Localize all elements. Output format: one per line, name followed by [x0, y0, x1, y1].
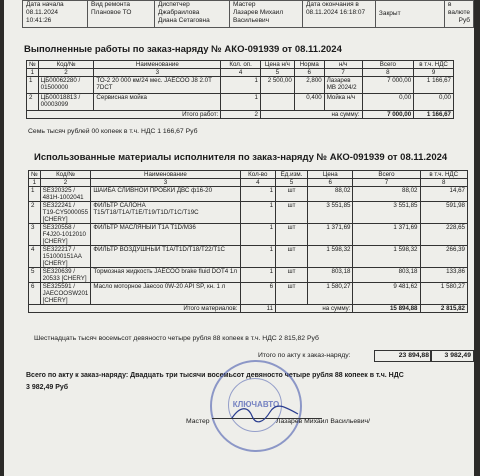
header-currency — [444, 1, 473, 28]
dispatcher-value-1: Джабраилова — [157, 9, 200, 16]
end-date-value: 08.11.2024 16:18:07 — [305, 9, 366, 16]
materials-amount-words: Шестнадцать тысяч восемьсот девяносто четыре рубля 88 копеек в т.ч. НДС 2 815,82 Руб — [34, 335, 319, 342]
cell-name: Сервисная мойка — [94, 94, 221, 111]
works-total-row — [27, 111, 454, 119]
works-title: Выполненные работы по заказ-наряду № АКО-091939 от 08.11.2024 — [24, 44, 342, 55]
cell-total: 3 551,85 — [353, 202, 420, 224]
materials-num: 2 — [40, 179, 91, 187]
works-col-norm: Норма — [294, 61, 324, 69]
works-col-nh: н/ч — [324, 61, 362, 69]
cell-n: 2 — [29, 202, 41, 224]
materials-col-code: Код/№ — [40, 171, 91, 179]
cell-qty: 6 — [240, 283, 276, 305]
table-row — [29, 187, 468, 202]
cell-total: 803,18 — [353, 268, 420, 283]
materials-sum-total: 15 894,88 — [353, 305, 420, 313]
works-total-qty: 2 — [221, 111, 261, 119]
cell-qty: 1 — [240, 187, 276, 202]
works-num: 5 — [260, 69, 294, 77]
table-row — [29, 268, 468, 283]
materials-col-qty: Кол-во — [240, 171, 276, 179]
cell-norm: 0,400 — [294, 94, 324, 111]
materials-number-row — [29, 179, 468, 187]
cell-unit: шт — [276, 283, 308, 305]
materials-num: 5 — [276, 179, 308, 187]
works-total-label: Итого работ: — [27, 111, 221, 119]
cell-name: ШАЙБА СЛИВНОЙ ПРОБКИ ДВС ф16-20 — [91, 187, 240, 202]
grand-amount-words-1: Всего по акту к заказ-наряду: Двадцать три тысячи восемьсот девяносто четыре рубля 88 копеек в т.ч. НДС — [26, 372, 404, 379]
signature-role: Мастер — [186, 418, 210, 425]
materials-table — [28, 170, 468, 313]
cell-unit: шт — [276, 268, 308, 283]
materials-col-total: Всего — [353, 171, 420, 179]
materials-num: 8 — [420, 179, 468, 187]
cell-total: 9 481,62 — [353, 283, 420, 305]
works-num: 6 — [294, 69, 324, 77]
materials-total-row — [29, 305, 468, 313]
materials-num: 7 — [353, 179, 420, 187]
header-repair-type — [87, 1, 154, 28]
currency-value: Руб — [458, 17, 470, 24]
works-col-vat: в т.ч. НДС — [414, 61, 454, 69]
cell-vat: 1 580,27 — [420, 283, 468, 305]
cell-vat: 14,67 — [420, 187, 468, 202]
works-sum-vat: 1 166,67 — [414, 111, 454, 119]
materials-num: 1 — [29, 179, 41, 187]
works-col-total: Всего — [362, 61, 414, 69]
header-master — [229, 1, 302, 28]
cell-code: SE320325 / 481H-1002041 — [40, 187, 91, 202]
works-num: 2 — [38, 69, 94, 77]
cell-price: 1 371,69 — [307, 224, 353, 246]
start-date-label: Дата начала — [26, 1, 64, 8]
table-row — [27, 77, 454, 94]
repair-type-value: Плановое ТО — [90, 9, 132, 16]
cell-name: ФИЛЬТР ВОЗДУШНЫЙ T1A/T1D/T18/T22/T1C — [91, 246, 240, 268]
cell-name: ТО-2 20 000 км/24 мес. JAECOO J8 2.0Т 7DCT — [94, 77, 221, 94]
cell-norm: 2,800 — [294, 77, 324, 94]
status-value: Закрыт — [378, 10, 401, 17]
cell-unit: шт — [276, 246, 308, 268]
cell-name: Тормозная жидкость JAECOO brake fluid DOT4 1л — [91, 268, 240, 283]
header-table — [22, 0, 474, 28]
header-status — [375, 1, 444, 28]
cell-qty: 1 — [221, 94, 261, 111]
works-sum-total: 7 000,00 — [362, 111, 414, 119]
cell-code: SE320558 / F4J20-1012010 [CHERY] — [40, 224, 91, 246]
cell-n: 1 — [29, 187, 41, 202]
cell-price: 2 500,00 — [260, 77, 294, 94]
cell-vat: 1 166,67 — [414, 77, 454, 94]
cell-price — [260, 94, 294, 111]
cell-price: 803,18 — [307, 268, 353, 283]
table-row — [27, 94, 454, 111]
stamp-text: КЛЮЧАВТО — [232, 400, 280, 409]
cell-name: Масло моторное Jaecoo 0W-20 API SP, кн. 1 л — [91, 283, 240, 305]
cell-name: ФИЛЬТР МАСЛЯНЫЙ T1A T1D/M36 — [91, 224, 240, 246]
cell-nh: Лазарев МВ 2024/2 — [324, 77, 362, 94]
cell-code: SE322241 / T19-CY5000055 [CHERY] — [40, 202, 91, 224]
works-num: 3 — [94, 69, 221, 77]
materials-col-vat: в т.ч. НДС — [420, 171, 468, 179]
cell-n: 6 — [29, 283, 41, 305]
materials-header-row — [29, 171, 468, 179]
cell-code: ЦБ00062280 / 01500000 — [38, 77, 94, 94]
master-value-2: Васильевич — [232, 17, 270, 24]
materials-title: Использованные материалы исполнителя по заказ-наряду № АКО-091939 от 08.11.2024 — [34, 152, 448, 163]
cell-total: 0,00 — [362, 94, 414, 111]
grand-total-label: Итого по акту к заказ-наряду: — [258, 352, 351, 359]
cell-price: 1 598,32 — [307, 246, 353, 268]
cell-n: 3 — [29, 224, 41, 246]
materials-col-name: Наименование — [91, 171, 240, 179]
table-row — [29, 224, 468, 246]
header-start-date — [23, 1, 88, 28]
cell-qty: 1 — [240, 268, 276, 283]
works-number-row — [27, 69, 454, 77]
cell-total: 7 000,00 — [362, 77, 414, 94]
works-col-code: Код/№ — [38, 61, 94, 69]
materials-col-price: Цена — [307, 171, 353, 179]
cell-code: SE320639 / 20533 [CHERY] — [40, 268, 91, 283]
cell-code: SE325591 / JAECOOSW201 [CHERY] — [40, 283, 91, 305]
works-col-n: № — [27, 61, 39, 69]
cell-price: 1 580,27 — [307, 283, 353, 305]
works-table — [26, 60, 454, 119]
cell-qty: 1 — [240, 202, 276, 224]
start-date-value: 08.11.2024 10:41:26 — [26, 9, 59, 24]
cell-unit: шт — [276, 224, 308, 246]
repair-type-label: Вид ремонта — [90, 1, 130, 8]
header-end-date — [302, 1, 375, 28]
dispatcher-label: Диспетчер — [157, 1, 190, 8]
cell-price: 88,02 — [307, 187, 353, 202]
works-num: 9 — [414, 69, 454, 77]
materials-sum-vat: 2 815,82 — [420, 305, 468, 313]
works-sum-label: на сумму: — [260, 111, 362, 119]
cell-vat: 0,00 — [414, 94, 454, 111]
works-num: 4 — [221, 69, 261, 77]
grand-amount-words-2: 3 982,49 Руб — [26, 384, 69, 391]
cell-unit: шт — [276, 202, 308, 224]
materials-sum-label: на сумму: — [276, 305, 353, 313]
cell-n: 4 — [29, 246, 41, 268]
table-row — [29, 246, 468, 268]
cell-total: 1 371,69 — [353, 224, 420, 246]
grand-total-value: 23 894,88 — [374, 350, 432, 362]
cell-vat: 228,65 — [420, 224, 468, 246]
cell-unit: шт — [276, 187, 308, 202]
materials-col-unit: Ед.изм. — [276, 171, 308, 179]
cell-name: ФИЛЬТР САЛОНА T15/T18/T1A/T1E/T19/T1D/T1C/T19C — [91, 202, 240, 224]
materials-num: 3 — [91, 179, 240, 187]
cell-price: 3 551,85 — [307, 202, 353, 224]
materials-num: 6 — [307, 179, 353, 187]
works-col-price: Цена н/ч — [260, 61, 294, 69]
works-amount-words: Семь тысяч рублей 00 копеек в т.ч. НДС 1 166,67 Руб — [28, 128, 198, 135]
grand-total-vat: 3 982,49 — [430, 350, 474, 362]
materials-total-label: Итого материалов: — [29, 305, 241, 313]
cell-vat: 591,98 — [420, 202, 468, 224]
master-value-1: Лазарев Михаил — [232, 9, 284, 16]
table-row — [29, 202, 468, 224]
cell-vat: 266,39 — [420, 246, 468, 268]
cell-vat: 133,86 — [420, 268, 468, 283]
cell-n: 5 — [29, 268, 41, 283]
signature-name: Лазарев Михаил Васильевич/ — [276, 418, 370, 425]
cell-qty: 1 — [240, 224, 276, 246]
cell-total: 88,02 — [353, 187, 420, 202]
cell-total: 1 598,32 — [353, 246, 420, 268]
master-label: Мастер — [232, 1, 256, 8]
header-dispatcher — [154, 1, 229, 28]
cell-code: ЦБ00018813 / 00003099 — [38, 94, 94, 111]
cell-code: SE322217 / 151000151AA [CHERY] — [40, 246, 91, 268]
cell-nh: Мойка н/ч — [324, 94, 362, 111]
currency-label: в валюте — [447, 1, 470, 16]
works-header-row — [27, 61, 454, 69]
table-row — [29, 283, 468, 305]
works-num: 8 — [362, 69, 414, 77]
dispatcher-value-2: Диана Сетаговна — [157, 17, 210, 24]
cell-qty: 1 — [240, 246, 276, 268]
materials-num: 4 — [240, 179, 276, 187]
materials-total-qty: 11 — [240, 305, 276, 313]
cell-n: 2 — [27, 94, 39, 111]
document-sheet — [4, 0, 474, 476]
works-col-qty: Кол. оп. — [221, 61, 261, 69]
works-num: 7 — [324, 69, 362, 77]
cell-n: 1 — [27, 77, 39, 94]
works-num: 1 — [27, 69, 39, 77]
works-col-name: Наименование — [94, 61, 221, 69]
cell-qty: 1 — [221, 77, 261, 94]
end-date-label: Дата окончания в — [305, 1, 359, 8]
materials-col-n: № — [29, 171, 41, 179]
